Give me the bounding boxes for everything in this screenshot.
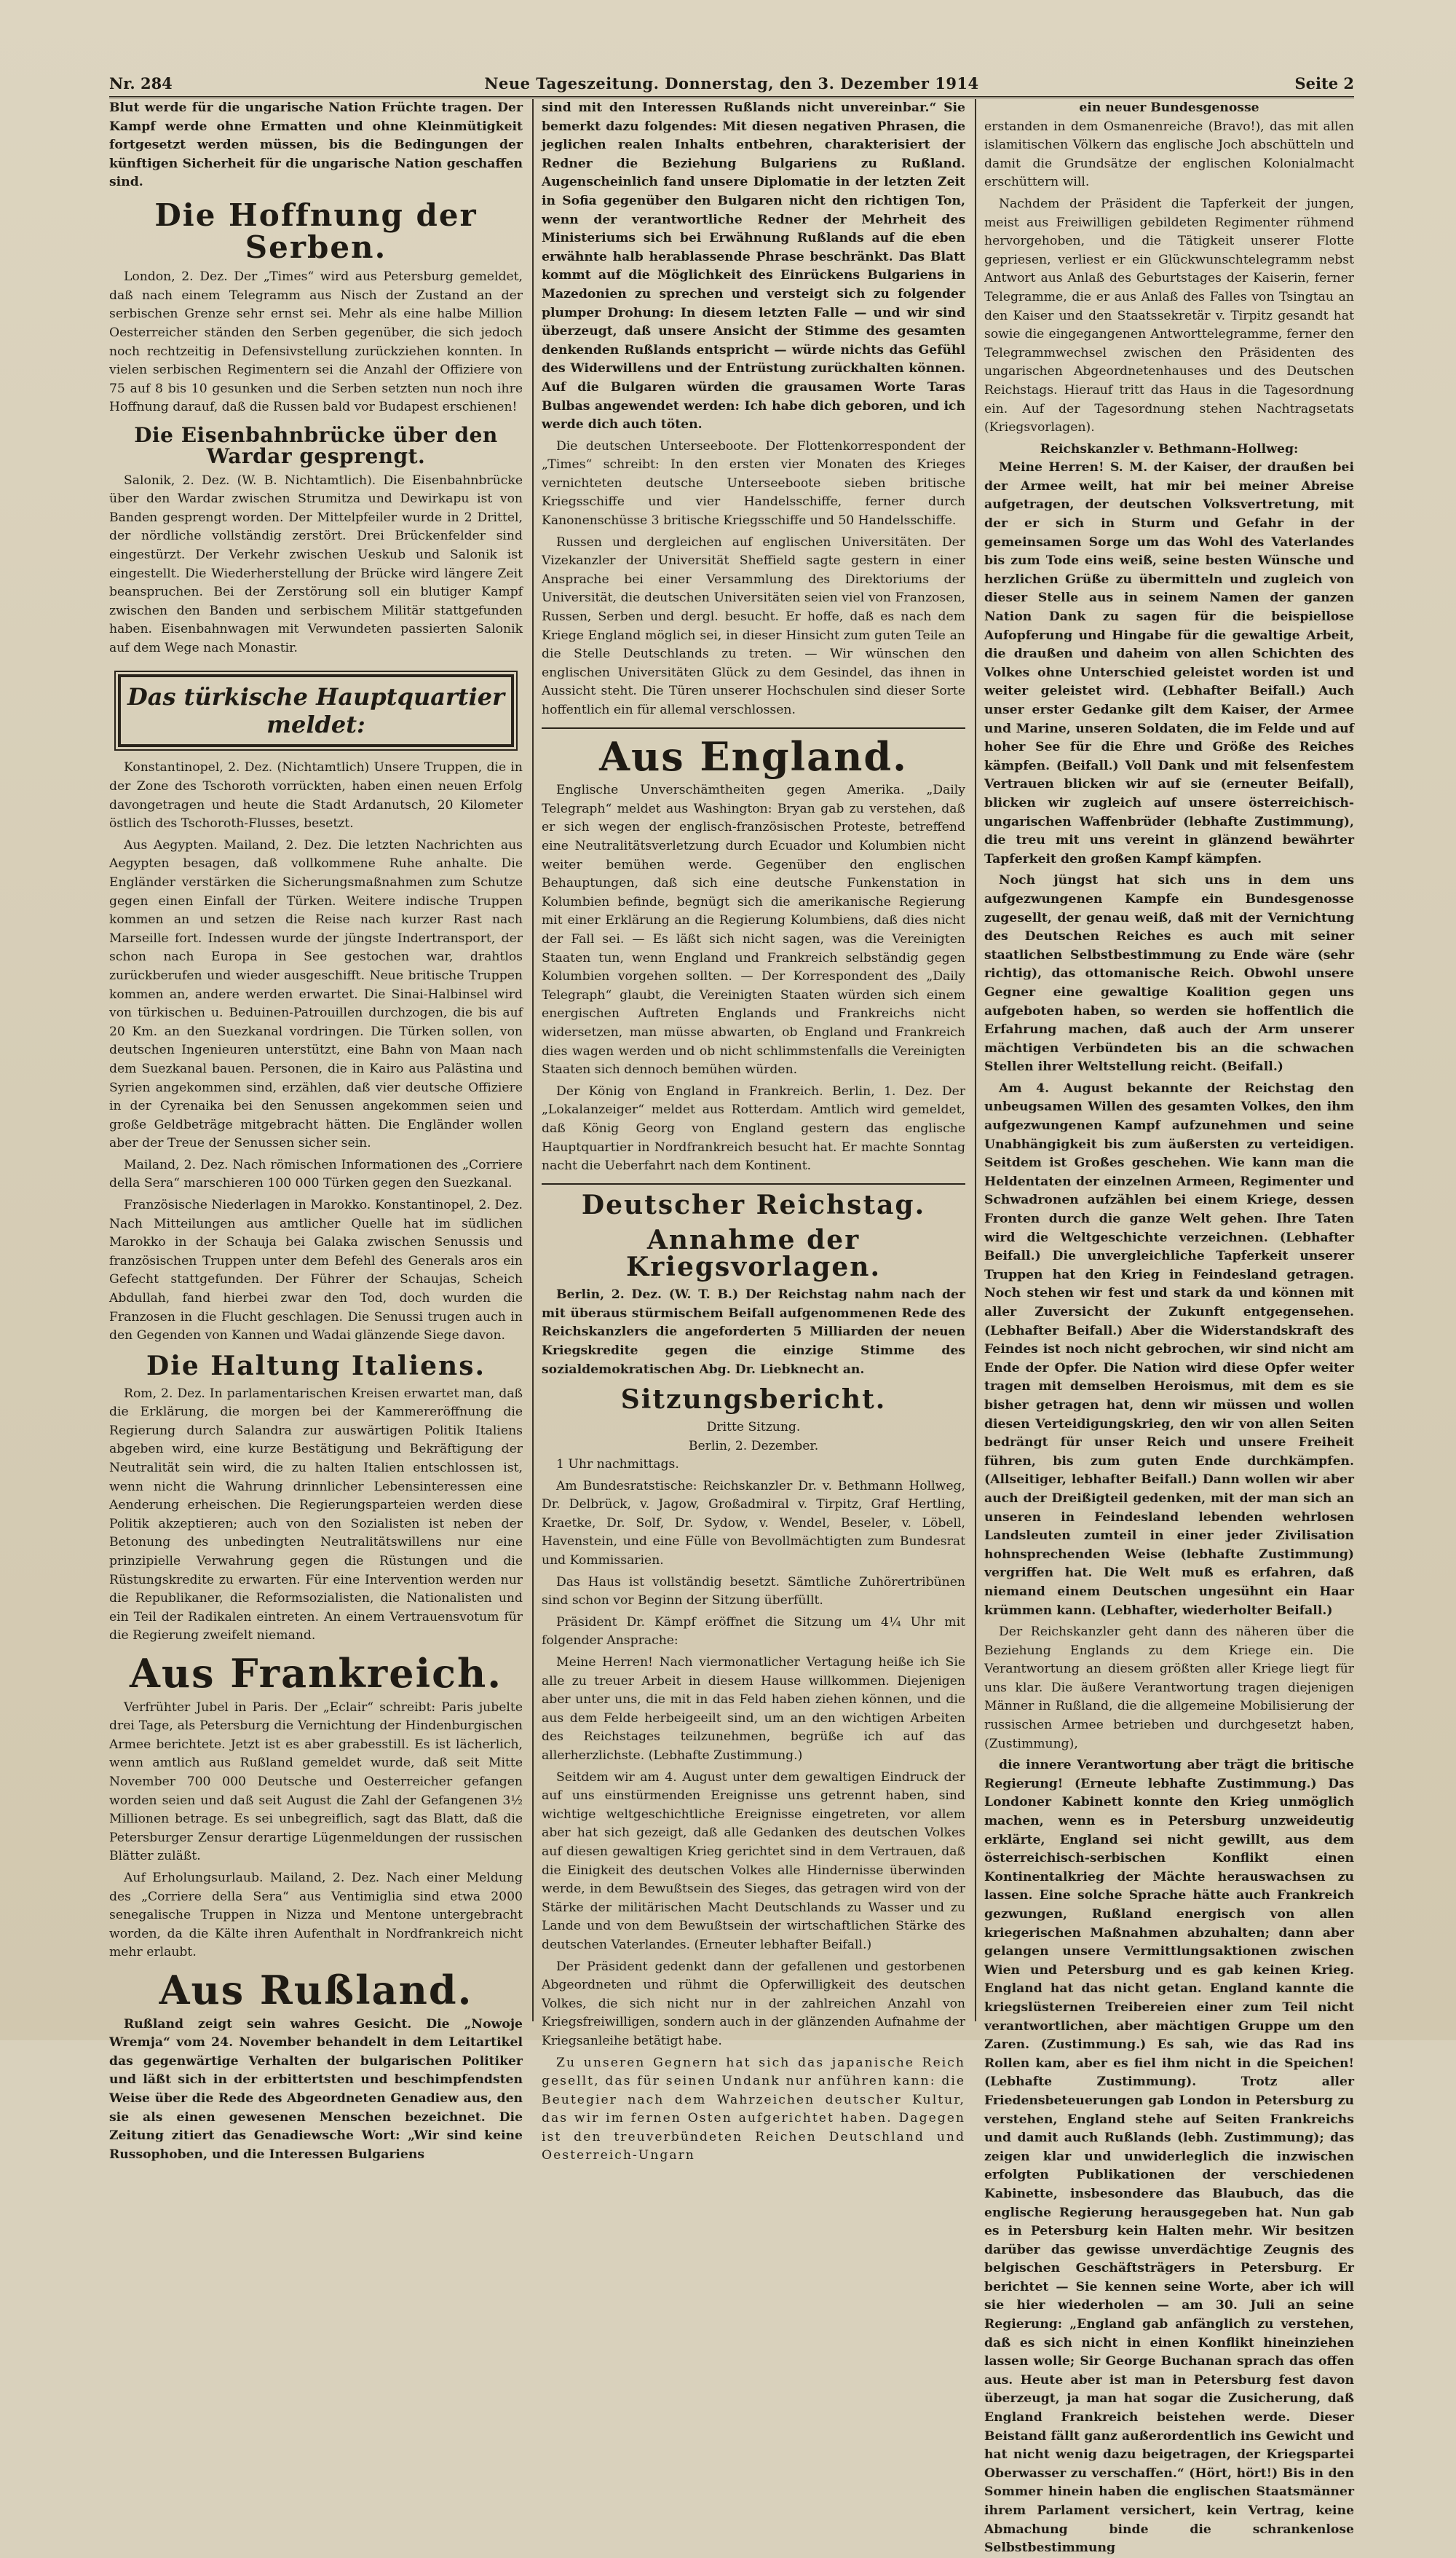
column-rule-2 — [975, 99, 976, 2021]
divider — [542, 1183, 965, 1185]
article-aegypten: Aus Aegypten. Mailand, 2. Dez. Die letzten Nachrichten aus Aegypten besagen, daß vollkommene Ruhe anhalte. Die Engländer verstärken die Sicherungsmaßnahmen zum Schutze gegen einen Einfall der Türken. Weitere indische Truppen kommen an und setzen die Reise nach kurzer Rast nach Marseille fort. Indessen wurde der jüngste Indertransport, der schon nach Europa in See gestochen war, drahtlos zurückberufen und wieder ausgeschifft. Neue britische Truppen kommen an, andere werden erwartet. Die Sinai-Halbinsel wird von türkischen u. Beduinen-Patrouillen durchzogen, die bis auf 20 Km. an den Suezkanal vordringen. Die Türken sollen, von deutschen Ingenieuren unterstützt, eine Bahn von Maan nach dem Suezkanal bauen. Personen, die in Kairo aus Palästina und Syrien angekommen sind, erzählen, daß vier deutsche Offiziere in der Cyrenaika bei den Senussen angekommen seien und große Geldbeträge mitgebracht hätten. Die Engländer wollen aber der Treue der Senussen sicher sein. — [109, 837, 523, 1151]
headline-reichstag: Deutscher Reichstag. — [581, 1189, 926, 1220]
article-uboote: Die deutschen Unterseeboote. Der Flottenkorrespondent der „Times“ schreibt: In den ersten vier Monaten des Krieges vernichteten deutsche Unterseeboote sieben britische Kriegsschiffe und vier Handelsschiffe, ferner durch Kanonenschüsse 3 britische Kriegsschiffe und 50 Handelsschiffe. — [542, 438, 965, 529]
article-tuerkei: Konstantinopel, 2. Dez. (Nichtamtlich) Unsere Truppen, die in der Zone des Tschoroth vorrückten, haben einen neuen Erfolg davongetragen und heute die Stadt Ardanutsch, 20 Kilometer östlich des Tschoroth-Flusses, besetzt. — [109, 760, 523, 832]
article-kaempf: Präsident Dr. Kämpf eröffnet die Sitzung um 4¼ Uhr mit folgender Ansprache: — [542, 1614, 965, 1649]
article-intro: Blut werde für die ungarische Nation Früchte tragen. Der Kampf werde ohne Ermatten und ohne Kleinmütigkeit fortgesetzt werden müssen, bis die Bedingungen der künftigen Sicherheit für die ungarische Nation geschaffen sind. — [109, 100, 523, 190]
headline-serben: Die Hoffnung der Serben. — [154, 197, 478, 266]
headline-frankreich: Aus Frankreich. — [129, 1649, 503, 1697]
rede-1: Meine Herren! Nach viermonatlicher Vertagung heiße ich Sie alle zu treuer Arbeit in diesem Hause willkommen. Diejenigen aber unter uns, die mit in das Feld haben ziehen können, und die aus dem Felde herbeigeeilt sind, um an den wichtigen Arbeiten des Reichstages teilzunehmen, begrüße ich auf das allerherzlichste. (Lebhafte Zustimmung.) — [542, 1655, 965, 1763]
headline-sitzungsbericht: Sitzungsbericht. — [620, 1384, 887, 1416]
rede-kanzler-1: Meine Herren! S. M. der Kaiser, der draußen bei der Armee weilt, hat mir bei meiner Abreise aufgetragen, der deutschen Volksvertretung, mit der er sich in Sturm und Gefahr in der gemeinsamen Sorge um das Wohl des Vaterlandes bis zum Tode eins weiß, seine besten Wünsche und herzlichen Grüße zu übermitteln und zugleich von dieser Stelle aus in seinem Namen der ganzen Nation Dank zu sagen für die beispiellose Aufopferung und Hingabe für die gewaltige Arbeit, die draußen und daheim von allen Schichten des Volkes ohne Unterschied geleistet worden ist und weiter geleistet wird. (Lebhafter Beifall.) Auch unser erster Gedanke gilt dem Kaiser, der Armee und Marine, unseren Soldaten, die im Felde und auf hoher See für die Ehre und Größe des Reiches kämpfen. (Beifall.) Voll Dank und mit felsenfestem Vertrauen blicken wir auf sie (erneuter Beifall), blicken wir zugleich auf unsere österreichisch-ungarischen Waffenbrüder (lebhafte Zustimmung), die treu mit uns vereint in glänzend bewährter Tapferkeit den großen Kampf kämpfen. — [984, 460, 1354, 867]
column-3 — [984, 99, 1354, 2556]
page-label: Seite 2 — [1294, 74, 1354, 92]
masthead — [109, 71, 1354, 98]
article-berlin: Berlin, 2. Dez. (W. T. B.) Der Reichstag nahm nach der mit überaus stürmischem Beifall aufgenommenen Rede des Reichskanzlers die angeforderten 5 Milliarden der neuen Kriegskredite gegen die einzige Stimme des sozialdemokratischen Abg. Dr. Liebknecht an. — [542, 1287, 965, 1377]
headline-russland: Aus Rußland. — [159, 1966, 473, 2013]
article-russland-cont: sind mit den Interessen Rußlands nicht unvereinbar.“ Sie bemerkt dazu folgendes: Mit diesen negativen Phrasen, die jeglichen realen Inhalts entbehren, charakterisiert der Redner die Beziehung Bulgariens zu Rußland. Augenscheinlich fand unsere Diplomatie in der letzten Zeit in Sofia gegenüber den Bulgaren nicht den richtigen Ton, wenn der verantwortliche Redner der Mehrheit des Ministeriums sich bei Erwähnung Rußlands auf die eben erwähnte halb herablassende Phrase beschränkt. Das Blatt kommt auf die Möglichkeit des Einrückens Bulgariens in Mazedonien zu sprechen und versteigt sich zu folgender plumper Drohung: In diesem letzten Falle — und wir sind überzeugt, daß unsere Ansicht der Stimme des gesamten denkenden Rußlands entspricht — würde nichts das Gefühl des Widerwillens und der Entrüstung zurückhalten können. Auf die Bulgaren würden die grausamen Worte Taras Bulbas angewendet werden: Ich habe dich geboren, und ich werde dich auch töten. — [542, 100, 965, 433]
issue-number: Nr. 284 — [109, 74, 173, 92]
article-bundesgenosse: erstanden in dem Osmanenreiche (Bravo!), das mit allen islamitischen Völkern das englische Joch abschütteln und damit die Grundsätze der englischen Kolonialmacht erschüttern will. — [984, 119, 1354, 190]
sitzung-label: Dritte Sitzung. — [706, 1419, 801, 1434]
speaker-reichskanzler: Reichskanzler v. Bethmann-Hollweg: — [1040, 441, 1299, 457]
rede-kanzler-2: Noch jüngst hat sich uns in dem uns aufgezwungenen Kampfe ein Bundesgenosse zugesellt, der genau weiß, daß mit der Vernichtung des Deutschen Reiches es auch mit seiner staatlichen Selbstbestimmung zu Ende wäre (sehr richtig), das ottomanische Reich. Obwohl unsere Gegner eine gewaltige Koalition gegen uns aufgeboten haben, so werden sie hoffentlich die Erfahrung machen, daß auch der Arm unserer mächtigen Verbündeten bis an die schwachen Stellen ihrer Weltstellung reicht. (Beifall.) — [984, 873, 1354, 1075]
rede-4: Zu unseren Gegnern hat sich das japanische Reich gesellt, das für seinen Undank nur anführen kann: die Beutegier nach dem Wahrzeichen deutscher Kultur, das wir im fernen Osten aufgerichtet haben. Dagegen ist den treuverbündeten Reichen Deutschland und Oesterreich-Ungarn — [542, 2055, 965, 2163]
headline-italien: Die Haltung Italiens. — [146, 1350, 486, 1381]
article-urlaub: Auf Erholungsurlaub. Mailand, 2. Dez. Nach einer Meldung des „Corriere della Sera“ aus Ventimiglia sind etwa 2000 senegalische Truppen in Nizza und Mentone untergebracht worden, da die Kälte ihren Aufenthalt in Nordfrankreich nicht mehr erlaubt. — [109, 1870, 523, 1960]
rede-3: Der Präsident gedenkt dann der gefallenen und gestorbenen Abgeordneten und rühmt die Opferwilligkeit des deutschen Volkes, die sich nicht nur in der zahlreichen Anzahl von Kriegsfreiwilligen, sondern auch in der glänzenden Aufnahme der Kriegsanleihe betätigt habe. — [542, 1959, 965, 2048]
article-universitaeten: Russen und dergleichen auf englischen Universitäten. Der Vizekanzler der Universität Sheffield sagte gestern in einer Ansprache bei einer Versammlung des Direktoriums der Universität, die deutschen Universitäten seien viel von Franzosen, Russen, Serben und dergl. besucht. Er hoffe, daß es nach dem Kriege England möglich sei, in dieser Hinsicht zum guten Teile an die Stelle Deutschlands zu treten. — Wir wünschen den englischen Universitäten Glück zu dem Gesindel, das ihnen in Aussicht steht. Die Türen unserer Hochschulen sind dieser Sorte hoffentlich ein für allemal verschlossen. — [542, 534, 965, 717]
article-koenig: Der König von England in Frankreich. Berlin, 1. Dez. Der „Lokalanzeiger“ meldet aus Rotterdam. Amtlich wird gemeldet, daß König Georg von England gestern das englische Hauptquartier in Nordfrankreich besucht hat. Er machte Sonntag nacht die Ueberfahrt nach dem Kontinent. — [542, 1083, 965, 1174]
column-1 — [109, 99, 523, 2162]
headline-wardar: Die Eisenbahnbrücke über den Wardar gesprengt. — [134, 422, 498, 469]
rede-kanzler-3: Am 4. August bekannte der Reichstag den unbeugsamen Willen des gesamten Volkes, den ihm aufgezwungenen Kampf aufzunehmen und seine Unabhängigkeit bis zum äußersten zu verteidigen. Seitdem ist Großes geschehen. Wie kann man die Heldentaten der einzelnen Armeen, Regimenter und Schwadronen aufzählen bei einem Kriege, dessen Fronten durch die ganze Welt gehen. Ihre Taten wird die Weltgeschichte verzeichnen. (Lebhafter Beifall.) Die unvergleichliche Tapferkeit unserer Truppen hat den Krieg in Feindesland getragen. Noch stehen wir fest und stark da und können mit aller Zuversicht der Zukunft entgegensehen. (Lebhafter Beifall.) Aber die Widerstandskraft des Feindes ist noch nicht gebrochen, wir sind nicht am Ende der Opfer. Die Nation wird diese Opfer weiter tragen mit demselben Heroismus, mit dem es sie bisher getragen hat, denn wir müssen und wollen diesen Verteidigungskrieg, den wir von allen Seiten bedrängt für unser Reich und unsere Freiheit führen, bis zum guten Ende durchkämpfen. (Allseitiger, lebhafter Beifall.) Dann wollen wir aber auch der Dreißigteil gedenken, mit der man sich an unseren in Feindesland lebenden wehrlosen Landsleuten zumteil in einer jeder Zivilisation hohnsprechenden Weise (lebhafte Zustimmung) vergriffen hat. Die Welt muß es erfahren, daß niemand einem Deutschen ungesühnt ein Haar krümmen kann. (Lebhafter, wiederholter Beifall.) — [984, 1081, 1354, 1618]
article-serben: London, 2. Dez. Der „Times“ wird aus Petersburg gemeldet, daß nach einem Telegramm aus Nisch der Zustand an der serbischen Grenze sehr ernst sei. Mehr als eine halbe Million Oesterreicher ständen den Serben gegenüber, die sich jedoch noch rechtzeitig in Defensivstellung zurückziehen konnten. In vielen serbischen Regimentern sei die Anzahl der Offiziere von 75 auf 8 bis 10 gesunken und die Serben setzten nun noch ihre Hoffnung darauf, daß die Russen bald vor Budapest erschienen! — [109, 269, 523, 415]
divider — [542, 727, 965, 729]
rede-kanzler-5: die innere Verantwortung aber trägt die britische Regierung! (Erneute lebhafte Zustimmung.) Das Londoner Kabinett konnte den Krieg unmöglich machen, wenn es in Petersburg unzweideutig erklärte, England sei nicht gewillt, aus dem österreichisch-serbischen Konflikt einen Kontinentalkrieg der Mächte herauswachsen zu lassen. Eine solche Sprache hätte auch Frankreich gezwungen, Rußland energisch von allen kriegerischen Maßnahmen abzuhalten; dann aber gelangen unsere Vermittlungsaktionen zwischen Wien und Petersburg und es gab keinen Krieg. England hat das nicht getan. England kannte die kriegslüsternen Treibereien einer zum Teil nicht verantwortlichen, aber mächtigen Gruppe um den Zaren. (Zustimmung.) Es sah, wie das Rad ins Rollen kam, aber es fiel ihm nicht in die Speichen! (Lebhafte Zustimmung). Trotz aller Friedensbeteuerungen gab London in Petersburg zu verstehen, England stehe auf Seiten Frankreichs und damit auch Rußlands (lebh. Zustimmung); das zeigen klar und unwiderleglich die inzwischen erfolgten Publikationen der verschiedenen Kabinette, insbesondere das Blaubuch, das die englische Regierung herausgegeben hat. Nun gab es in Petersburg kein Halten mehr. Wir besitzen darüber das gewisse unverdächtige Zeugnis des belgischen Geschäftsträgers in Petersburg. Er berichtet — Sie kennen seine Worte, aber ich will sie hier wiederholen — am 30. Juli an seine Regierung: „England gab anfänglich zu verstehen, daß es sich nicht in einen Konflikt hineinziehen lassen wolle; Sir George Buchanan sprach das offen aus. Heute aber ist man in Petersburg fest davon überzeugt, ja man hat sogar die Zusicherung, daß England Frankreich beistehen werde. Dieser Beistand fällt ganz außerordentlich ins Gewicht und hat nicht wenig dazu beigetragen, der Kriegspartei Oberwasser zu verschaffen.“ (Hört, hört!) Bis in den Sommer hinein haben die englischen Staatsmänner ihrem Parlament versichert, kein Vertrag, keine Abmachung binde die schrankenlose Selbstbestimmung — [984, 1758, 1354, 2556]
article-italien: Rom, 2. Dez. In parlamentarischen Kreisen erwartet man, daß die Erklärung, die morgen bei der Kammereröffnung die Regierung durch Salandra zur auswärtigen Politik Italiens abgeben wird, eine kurze Bestätigung und Bekräftigung der Neutralität sein wird, die zu halten Italien entschlossen ist, wenn nicht die Wahrung drinnlicher Lebensinteressen eine Aenderung erheischen. Die Regierungsparteien werden diese Politik akzeptieren; auch von den Sozialisten ist neben der Betonung des unbedingten Neutralitätswillens nur eine prinzipielle Verwahrung gegen die Rüstungen und die Rüstungskredite zu erwarten. Für eine Intervention werden nur die Republikaner, die Reformsozialisten, die Nationalisten und ein Teil der Radikalen eintreten. An einem Vertrauensvotum für die Regierung zweifelt niemand. — [109, 1386, 523, 1643]
article-russland: Rußland zeigt sein wahres Gesicht. Die „Nowoje Wremja“ vom 24. November behandelt in dem Leitartikel das gegenwärtige Verhalten der bulgarischen Politiker und läßt sich in der erbittertsten und beschimpfendsten Weise über die Rede des Abgeordneten Genadiew aus, den sie als einen gewesenen Menschen bezeichnet. Die Zeitung zitiert das Genadiewsche Wort: „Wir sind keine Russophoben, und die Interessen Bulgariens — [109, 2016, 523, 2162]
rede-2: Seitdem wir am 4. August unter dem gewaltigen Eindruck der auf uns einstürmenden Ereignisse uns getrennt haben, sind wichtige weltgeschichtliche Ereignisse eingetreten, vor allem aber hat sich gezeigt, daß alle Gedanken des deutschen Volkes auf diesen gewaltigen Krieg gerichtet sind in dem Vertrauen, daß die Einigkeit des deutschen Volkes alle Hindernisse überwinden werde, in dem Bewußtsein des Sieges, das getragen wird von der Stärke der militärischen Macht Deutschlands zu Wasser und zu Lande und von dem Bewußtsein der wirtschaftlichen Stärke des deutschen Vaterlandes. (Erneuter lebhafter Beifall.) — [542, 1769, 965, 1952]
rede-kanzler-4: Der Reichskanzler geht dann des näheren über die Beziehung Englands zu dem Kriege ein. Die Verantwortung an diesem größten aller Kriege liegt für uns klar. Die äußere Verantwortung tragen diejenigen Männer in Rußland, die die allgemeine Mobilisierung der russischen Armee betrieben und durchgesetzt haben, (Zustimmung), — [984, 1625, 1354, 1751]
article-amerika: Englische Unverschämtheiten gegen Amerika. „Daily Telegraph“ meldet aus Washington: Bryan gab zu verstehen, daß er sich wegen der englisch-französischen Proteste, betreffend eine Neutralitätsverletzung durch Ecuador und Kolumbien nicht weiter bemühen werde. Gegenüber den englischen Behauptungen, daß sich eine deutsche Funkenstation in Kolumbien befinde, begnügt sich die amerikanische Regierung mit einer Erklärung an die Regierung Kolumbiens, daß dies nicht der Fall sei. — Es läßt sich nicht sagen, was die Vereinigten Staaten tun, wenn England und Frankreich selbständig gegen Kolumbien vorgehen sollten. — Der Korrespondent des „Daily Telegraph“ glaubt, die Vereinigten Staaten würden sich einem energischen Auftreten Englands und Frankreichs nicht widersetzen, man müsse abwarten, ob England und Frankreich dies wagen werden und ob nicht schlimmstenfalls die Vereinigten Staaten sich dennoch bemühen würden. — [542, 783, 965, 1078]
headline-kriegsvorlagen: Annahme der Kriegsvorlagen. — [626, 1224, 881, 1283]
article-praesident: Nachdem der Präsident die Tapferkeit der jungen, meist aus Freiwilligen gebildeten Regimenter rühmend hervorgehoben, und die Tätigkeit unserer Flotte gepriesen, verliest er ein Glückwunschtelegramm nebst Antwort aus Anlaß des Geburtstages der Kaiserin, ferner Telegramme, die er aus Anlaß des Falles von Tsingtau an den Kaiser und den Staatssekretär v. Tirpitz gesandt hat sowie die eingegangenen Antworttelegramme, ferner den Telegrammwechsel zwischen den Präsidenten des ungarischen Abgeordnetenhauses und des Deutschen Reichstags. Hierauf tritt das Haus in die Tagesordnung ein. Auf der Tagesordnung stehen Nachtragsetats (Kriegsvorlagen). — [984, 196, 1354, 435]
article-bundesrat: Am Bundesratstische: Reichskanzler Dr. v. Bethmann Hollweg, Dr. Delbrück, v. Jagow, Großadmiral v. Tirpitz, Graf Hertling, Kraetke, Dr. Solf, Dr. Sydow, v. Wendel, Beseler, v. Löbell, Havenstein, und eine Fülle von Bevollmächtigten zum Bundesrat und Kommissarien. — [542, 1478, 965, 1568]
masthead-title: Neue Tageszeitung. Donnerstag, den 3. Dezember 1914 — [484, 74, 979, 92]
sitzung-datum: Berlin, 2. Dezember. — [688, 1438, 819, 1453]
sitzung-uhr: 1 Uhr nachmittags. — [556, 1457, 679, 1472]
article-haus: Das Haus ist vollständig besetzt. Sämtliche Zuhörertribünen sind schon vor Beginn der Sitzung überfüllt. — [542, 1574, 965, 1608]
headline-england: Aus England. — [599, 733, 908, 780]
continued-label: ein neuer Bundesgenosse — [1079, 100, 1259, 115]
article-mailand: Mailand, 2. Dez. Nach römischen Informationen des „Corriere della Sera“ marschieren 100 000 Türken gegen den Suezkanal. — [109, 1157, 523, 1191]
headline-tuerkisches-hauptquartier: Das türkische Hauptquartier meldet: — [118, 674, 514, 748]
column-rule-1 — [532, 99, 534, 2021]
article-paris: Verfrühter Jubel in Paris. Der „Eclair“ schreibt: Paris jubelte drei Tage, als Petersburg die Vernichtung der Hindenburgischen Armee berichtete. Jetzt ist es aber grabesstill. Es ist lächerlich, wenn amtlich aus Rußland gemeldet wurde, daß seit Mitte November 700 000 Deutsche und Oesterreicher gefangen worden seien und daß seit August die Zahl der Gefangenen 3½ Millionen betrage. Es sei unbegreiflich, sagt das Blatt, daß die Petersburger Zensur derartige Lügenmeldungen der russischen Blätter zuläßt. — [109, 1700, 523, 1864]
article-wardar: Salonik, 2. Dez. (W. B. Nichtamtlich). Die Eisenbahnbrücke über den Wardar zwischen Strumitza und Dewirkapu ist von Banden gesprengt worden. Der Mittelpfeiler wurde in 2 Drittel, der nördliche vollständig zerstört. Drei Brückenfelder sind eingestürzt. Der Verkehr zwischen Ueskub und Salonik ist eingestellt. Die Wiederherstellung der Brücke wird längere Zeit beanspruchen. Bei der Zerstörung soll ein blutiger Kampf zwischen den Banden und serbischem Militär stattgefunden haben. Eisenbahnwagen mit Verwundeten passierten Salonik auf dem Wege nach Monastir. — [109, 473, 523, 656]
column-2 — [542, 99, 965, 2163]
article-marokko: Französische Niederlagen in Marokko. Konstantinopel, 2. Dez. Nach Mitteilungen aus amtlicher Quelle hat im südlichen Marokko in der Schauja bei Galaka zwischen Senussis und französischen Truppen unter dem Befehl des Generals aros ein Gefecht stattgefunden. Der Führer der Schaujas, Scheich Abdullah, fand hierbei zwar den Tod, doch wurden die Franzosen in die Flucht geschlagen. Die Senussi trugen auch in den Gegenden von Kannen und Wadai glänzende Siege davon. — [109, 1198, 523, 1343]
